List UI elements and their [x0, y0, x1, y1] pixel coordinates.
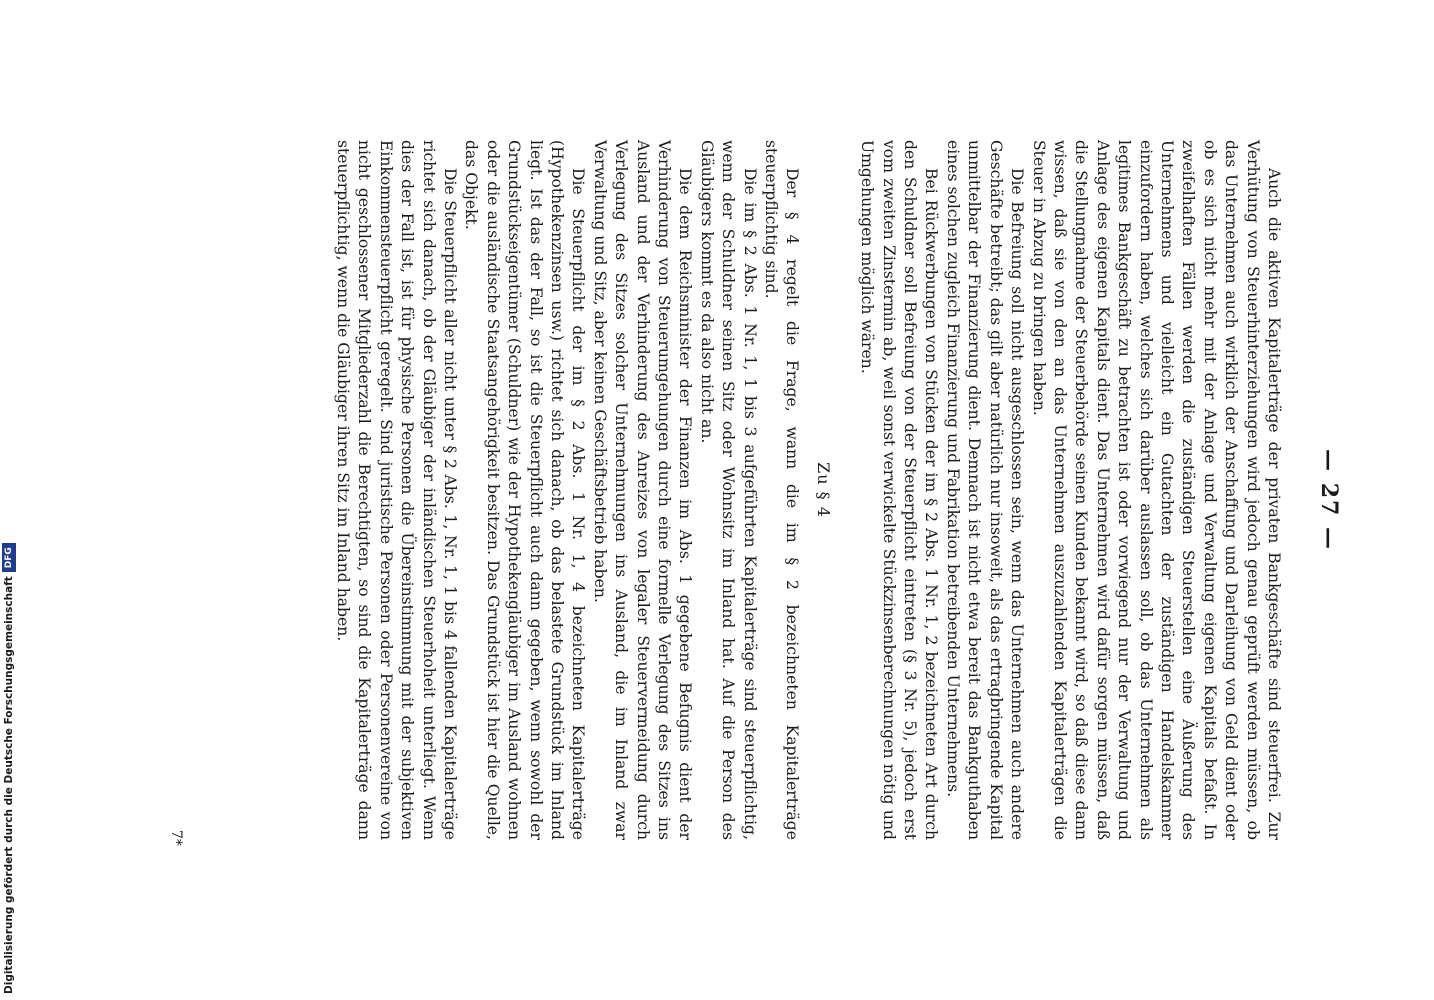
section-heading: Zu § 4 — [813, 462, 833, 518]
page-number: — 27 — — [1316, 449, 1342, 551]
body-text — [332, 140, 1284, 840]
sheet-signature: 7* — [168, 830, 184, 846]
paragraph: Bei Rückwerbungen von Stücken der im § 2 Abs. 1 Nr. 1, 2 bezeichneten Art durch den Schuldner soll Befreiung von der Steuerpflicht eintreten (§ 3 Nr. 5), jedoch erst vom zweiten Zinstermin ab, weil sonst verwickelte Stückzinsenberechnungen nötig und Umgehungen möglich wären. — [858, 140, 941, 840]
paragraph: Die dem Reichsminister der Finanzen im Abs. 1 gegebene Befugnis dient der Verhinderung von Steuerumgehungen durch eine formelle Verlegung des Sitzes ins Ausland und der Verhinderung des Anreizes von legaler Steuervermeidung durch Verlegung des Sitzes solcher Unternehmungen ins Ausland, die im Inland zwar Verwaltung und Sitz, aber keinen Geschäftsbetrieb haben. — [590, 140, 695, 840]
paragraph: Die Steuerpflicht aller nicht unter § 2 Abs. 1, Nr. 1, 1 bis 4 fallenden Kapitalerträge richtet sich danach, ob der Gläubiger der inländischen Steuerhoheit unterliegt. Wenn dies der Fall ist, ist für physische Personen die Übereinstimmung mit der subjektiven Einkommensteuerpflicht geregelt. Sind juristische Personen oder Personenvereine von nicht geschlossener Mitgliederzahl die Berechtigten, so sind die Kapitalerträge dann steuerpflichtig, wenn die Gläubiger ihren Sitz im Inland haben. — [333, 140, 459, 840]
paragraph: Die Steuerpflicht der im § 2 Abs. 1 Nr. 1, 4 bezeichneten Kapitalerträge (Hypothekenzinsen usw.) richtet sich danach, ob das belastete Grundstück im Inland liegt. Ist das der Fall, so ist die Steuerpflicht auch dann gegeben, wenn sowohl der Grundstückseigentümer (Schuldner) wie der Hypothekengläubiger im Ausland wohnen oder die ausländische Staatsangehörigkeit besitzen. Das Grundstück ist hier die Quelle, das Objekt. — [462, 140, 588, 840]
funding-note — [0, 0, 24, 1000]
funding-note-text: Digitalisierung gefördert durch die Deutsche Forschungsgemeinschaft — [3, 576, 15, 994]
paragraph: Der § 4 regelt die Frage, wann die im § 2 bezeichneten Kapitalerträge steuerpflichtig sind. — [762, 140, 802, 840]
dfg-logo: DFG — [2, 543, 16, 572]
paragraph: Auch die aktiven Kapitalerträge der privaten Bankgeschäfte sind steuerfrei. Zur Verhütung von Steuerhinterziehungen wird jedoch genau geprüft werden müssen, ob das Unternehmen auch wirklich der Anschaffung und Darleihung von Geld dient oder ob es sich nicht mehr mit der Anlage und Verwaltung eigenen Kapitals befaßt. In zweifelhaften Fällen werden die zuständigen Steuerstellen eine Äußerung des Unternehmens und vielleicht ein Gutachten der zuständigen Handelskammer einzufordern haben, welches sich darüber auslassen soll, ob das Unternehmen als legitimes Bankgeschäft zu betrachten ist oder vorwiegend nur der Verwaltung und Anlage des eigenen Kapitals dient. Das Unternehmen wird dafür sorgen müssen, daß die Stellungnahme der Steuerbehörde seinen Kunden bekannt wird, so daß diese dann wissen, daß sie von den an das Unternehmen auszuzahlenden Kapitalerträgen die Steuer in Abzug zu bringen haben. — [1029, 140, 1283, 840]
paragraph: Die im § 2 Abs. 1 Nr. 1, 1 bis 3 aufgeführten Kapitalerträge sind steuerpflichtig, wenn der Schuldner seinen Sitz oder Wohnsitz im Inland hat. Auf die Person des Gläubigers kommt es da also nicht an. — [697, 140, 759, 840]
paragraph: Die Befreiung soll nicht ausgeschlossen sein, wenn das Unternehmen auch andere Geschäfte betreibt; das gilt aber natürlich nur insoweit, als das ertragbringende Kapital unmittelbar der Finanzierung dient. Demnach ist nicht etwa bereit das Bankguthaben eines solchen zugleich Finanzierung und Fabrikation betreibenden Unternehmens. — [943, 140, 1027, 840]
